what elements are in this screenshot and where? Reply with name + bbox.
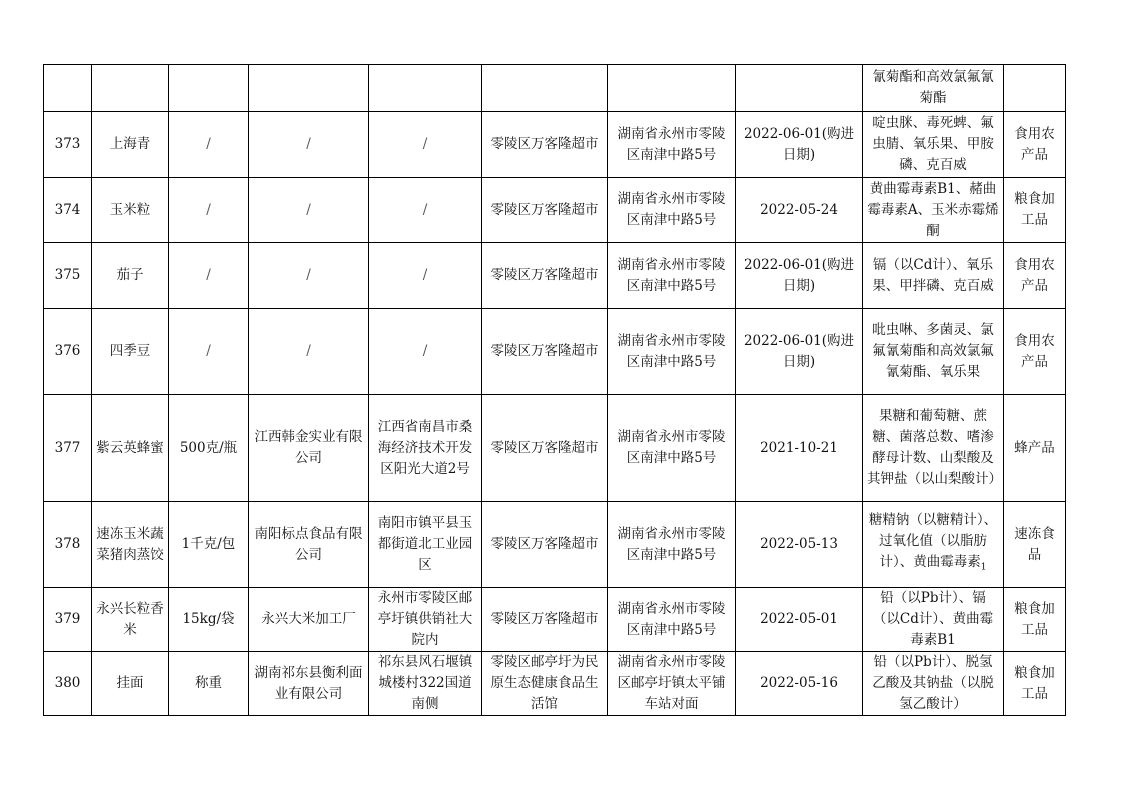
cell-name: 紫云英蜂蜜 [92,395,169,502]
cell-sampled-unit [482,65,608,112]
sampling-results-table [43,64,1066,716]
table-row [44,65,1066,112]
cell-spec: / [169,112,249,178]
table-row [44,395,1066,502]
cell-address: / [369,112,482,178]
table-row [44,588,1066,652]
cell-address [369,65,482,112]
cell-spec: 500克/瓶 [169,395,249,502]
cell-address: / [369,243,482,309]
cell-name: 永兴长粒香米 [92,588,169,652]
cell-sampled-unit: 零陵区万客隆超市 [482,243,608,309]
cell-sampled-address: 湖南省永州市零陵区南津中路5号 [608,243,736,309]
cell-date: 2022-06-01(购进日期) [736,112,863,178]
cell-address: 江西省南昌市桑海经济技术开发区阳光大道2号 [369,395,482,502]
cell-category: 粮食加工品 [1004,178,1066,243]
cell-category: 速冻食品 [1004,502,1066,588]
table-row [44,243,1066,309]
cell-no [44,65,92,112]
table-row [44,502,1066,588]
cell-no: 378 [44,502,92,588]
cell-spec: / [169,178,249,243]
cell-category: 食用农产品 [1004,309,1066,395]
cell-address: 永州市零陵区邮亭圩镇供销社大院内 [369,588,482,652]
cell-address: 南阳市镇平县玉都街道北工业园区 [369,502,482,588]
cell-sampled-unit: 零陵区万客隆超市 [482,395,608,502]
cell-items: 铅（以Pb计）、脱氢乙酸及其钠盐（以脱氢乙酸计） [863,652,1004,716]
cell-sampled-address: 湖南省永州市零陵区南津中路5号 [608,178,736,243]
cell-spec: / [169,243,249,309]
cell-manufacturer: / [249,112,369,178]
cell-manufacturer [249,65,369,112]
cell-sampled-address [608,65,736,112]
cell-manufacturer: 永兴大米加工厂 [249,588,369,652]
items-subscript: 1 [980,562,987,573]
cell-spec: 15kg/袋 [169,588,249,652]
cell-no: 379 [44,588,92,652]
cell-items: 铅（以Pb计）、镉（以Cd计）、黄曲霉毒素B1 [863,588,1004,652]
cell-manufacturer: 南阳标点食品有限公司 [249,502,369,588]
cell-address: / [369,309,482,395]
cell-name: 茄子 [92,243,169,309]
cell-items: 氰菊酯和高效氯氟氰菊酯 [863,65,1004,112]
cell-items: 果糖和葡萄糖、蔗糖、菌落总数、嗜渗酵母计数、山梨酸及其钾盐（以山梨酸计） [863,395,1004,502]
cell-spec: / [169,309,249,395]
items-text: 糖精钠（以糖精计）、过氧化值（以脂肪计）、黄曲霉毒素 [868,512,998,571]
cell-sampled-unit: 零陵区万客隆超市 [482,178,608,243]
cell-no: 380 [44,652,92,716]
cell-category: 粮食加工品 [1004,652,1066,716]
cell-items: 镉（以Cd计）、氧乐果、甲拌磷、克百威 [863,243,1004,309]
cell-manufacturer: 江西韩金实业有限公司 [249,395,369,502]
cell-sampled-unit: 零陵区万客隆超市 [482,588,608,652]
cell-spec: 称重 [169,652,249,716]
cell-items [863,502,1004,588]
cell-date: 2022-05-16 [736,652,863,716]
cell-items: 啶虫脒、毒死蜱、氟虫腈、氧乐果、甲胺磷、克百威 [863,112,1004,178]
cell-manufacturer: / [249,309,369,395]
cell-sampled-address: 湖南省永州市零陵区南津中路5号 [608,112,736,178]
cell-manufacturer: 湖南祁东县衡利面业有限公司 [249,652,369,716]
cell-manufacturer: / [249,243,369,309]
cell-sampled-address: 湖南省永州市零陵区南津中路5号 [608,502,736,588]
cell-name: 挂面 [92,652,169,716]
cell-sampled-address: 湖南省永州市零陵区南津中路5号 [608,588,736,652]
cell-no: 373 [44,112,92,178]
cell-date: 2022-06-01(购进日期) [736,309,863,395]
cell-category: 粮食加工品 [1004,588,1066,652]
cell-items: 黄曲霉毒素B1、赭曲霉毒素A、玉米赤霉烯酮 [863,178,1004,243]
cell-no: 377 [44,395,92,502]
cell-spec: 1千克/包 [169,502,249,588]
cell-date: 2022-05-24 [736,178,863,243]
cell-date [736,65,863,112]
cell-address: / [369,178,482,243]
cell-category: 食用农产品 [1004,112,1066,178]
cell-name [92,65,169,112]
cell-sampled-unit: 零陵区万客隆超市 [482,309,608,395]
cell-category: 蜂产品 [1004,395,1066,502]
cell-no: 376 [44,309,92,395]
cell-no: 375 [44,243,92,309]
cell-address: 祁东县风石堰镇城楼村322国道南侧 [369,652,482,716]
cell-name: 玉米粒 [92,178,169,243]
cell-sampled-address: 湖南省永州市零陵区南津中路5号 [608,395,736,502]
cell-spec [169,65,249,112]
cell-sampled-address: 湖南省永州市零陵区邮亭圩镇太平铺车站对面 [608,652,736,716]
cell-name: 四季豆 [92,309,169,395]
cell-name: 上海青 [92,112,169,178]
table-row [44,178,1066,243]
cell-items: 吡虫啉、多菌灵、氯氟氰菊酯和高效氯氟氰菊酯、氧乐果 [863,309,1004,395]
cell-sampled-unit: 零陵区万客隆超市 [482,502,608,588]
cell-date: 2021-10-21 [736,395,863,502]
cell-date: 2022-05-01 [736,588,863,652]
cell-date: 2022-05-13 [736,502,863,588]
table-row [44,112,1066,178]
cell-sampled-unit: 零陵区万客隆超市 [482,112,608,178]
cell-category: 食用农产品 [1004,243,1066,309]
cell-name: 速冻玉米蔬菜猪肉蒸饺 [92,502,169,588]
cell-no: 374 [44,178,92,243]
cell-manufacturer: / [249,178,369,243]
table-row [44,652,1066,716]
cell-category [1004,65,1066,112]
cell-sampled-address: 湖南省永州市零陵区南津中路5号 [608,309,736,395]
cell-sampled-unit: 零陵区邮亭圩为民原生态健康食品生活馆 [482,652,608,716]
cell-date: 2022-06-01(购进日期) [736,243,863,309]
table-row [44,309,1066,395]
